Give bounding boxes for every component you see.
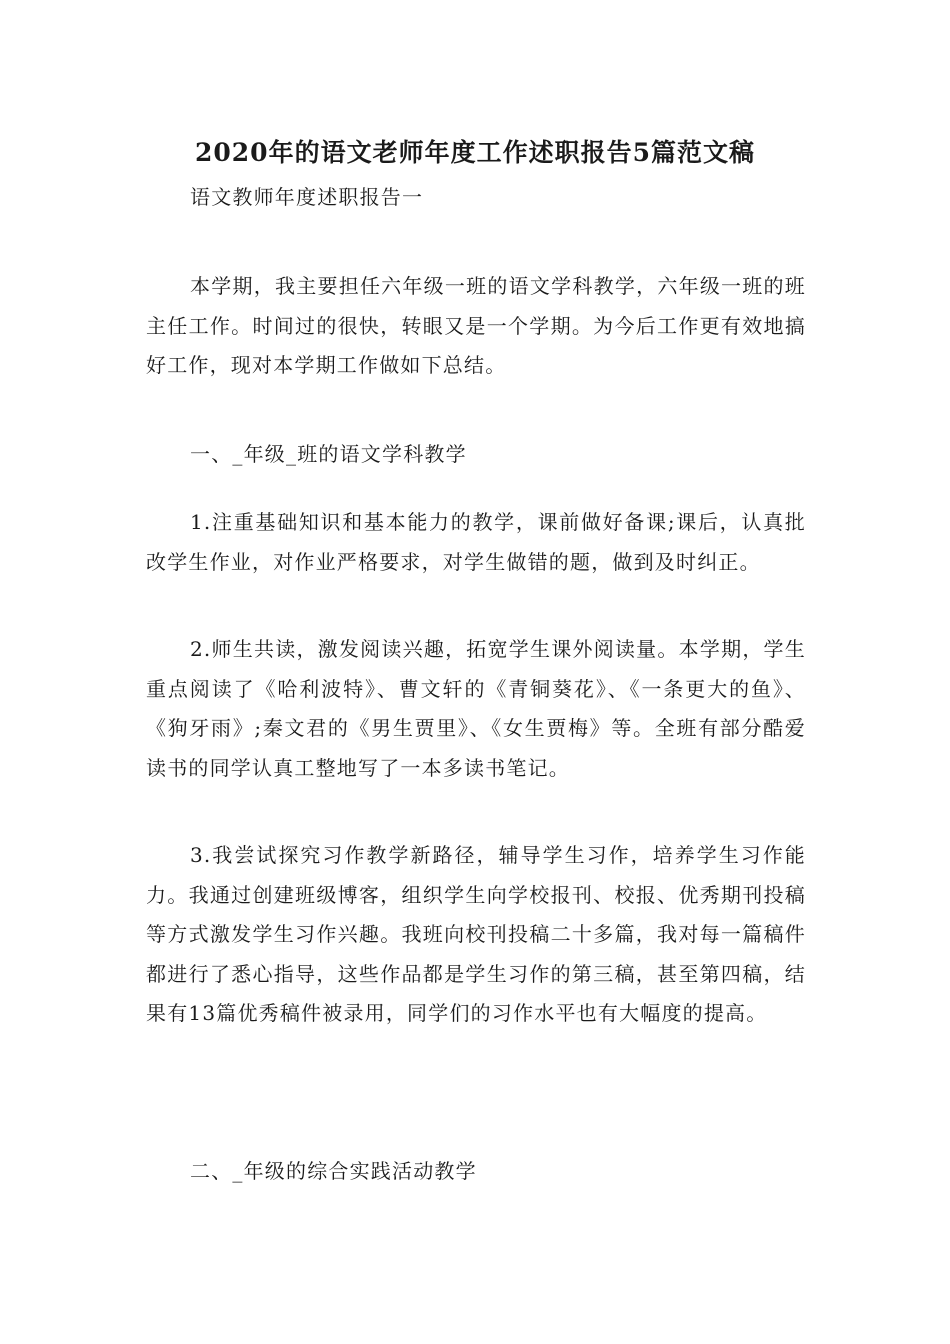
- paragraph-item-2: 2.师生共读，激发阅读兴趣，拓宽学生课外阅读量。本学期，学生重点阅读了《哈利波特》、曹文轩的《青铜葵花》、《一条更大的鱼》、《狗牙雨》;秦文君的《男生贾里》、《女生贾梅》等。全班有部分酷爱读书的同学认真工整地写了一本多读书笔记。: [146, 637, 806, 780]
- paragraph-item-1: 1.注重基础知识和基本能力的教学，课前做好备课;课后，认真批改学生作业，对作业严格要求，对学生做错的题，做到及时纠正。: [146, 510, 806, 574]
- document-title: 2020年的语文老师年度工作述职报告5篇范文稿: [195, 138, 755, 167]
- section-heading-report-one: 语文教师年度述职报告一: [190, 185, 424, 209]
- paragraph-item-3: 3.我尝试探究习作教学新路径，辅导学生习作，培养学生习作能力。我通过创建班级博客，组织学生向学校报刊、校报、优秀期刊投稿等方式激发学生习作兴趣。我班向校刊投稿二十多篇，我对每一篇稿件都进行了悉心指导，这些作品都是学生习作的第三稿，甚至第四稿，结果有13篇优秀稿件被录用，同学们的习作水平也有大幅度的提高。: [146, 843, 806, 1025]
- paragraph-intro: 本学期，我主要担任六年级一班的语文学科教学，六年级一班的班主任工作。时间过的很快，转眼又是一个学期。为今后工作更有效地搞好工作，现对本学期工作做如下总结。: [146, 274, 806, 377]
- section-heading-class-teaching: 一、_年级_班的语文学科教学: [190, 442, 467, 466]
- section-heading-practice-teaching: 二、_年级的综合实践活动教学: [190, 1159, 477, 1183]
